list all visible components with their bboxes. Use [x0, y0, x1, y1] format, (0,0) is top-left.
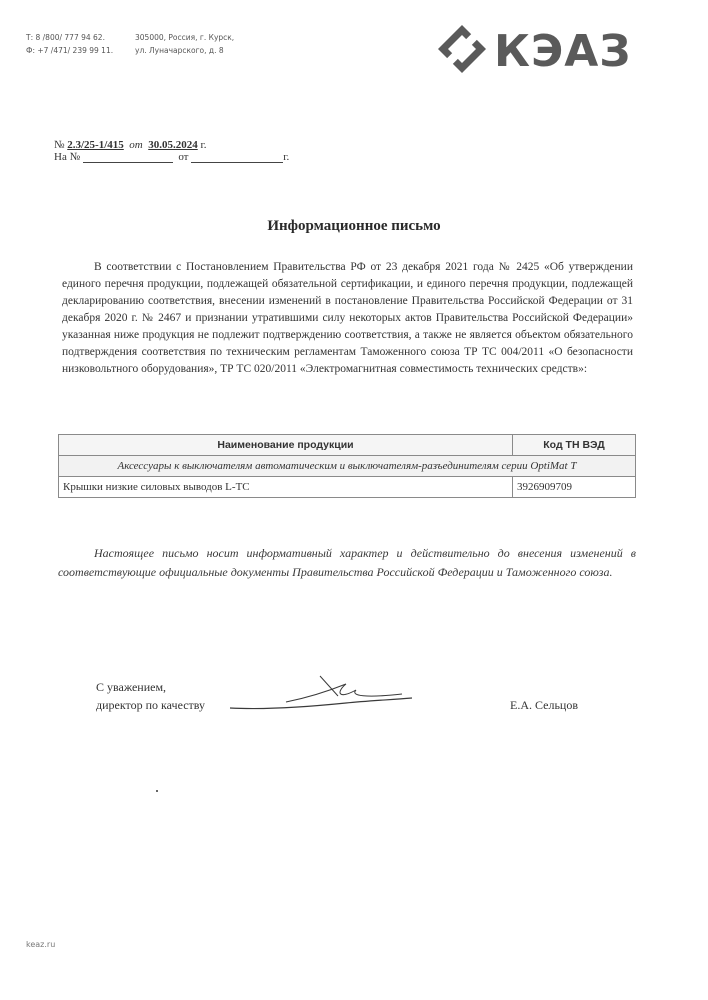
group-label: Аксессуары к выключателям автоматическим и выключателям-разъединителям серии OptiMat T: [59, 456, 636, 477]
handwritten-signature: [226, 670, 416, 718]
reply-number-blank: [83, 151, 173, 163]
table-row: [59, 477, 636, 498]
logo-text: КЭАЗ: [494, 26, 632, 76]
document-title: Информационное письмо: [267, 218, 441, 234]
letter-date: 30.05.2024: [148, 139, 198, 151]
reply-date-blank: [191, 151, 283, 163]
letter-number: 2.3/25-1/415: [67, 139, 124, 151]
contacts-block: [26, 31, 113, 57]
header-product-name: Наименование продукции: [59, 435, 513, 456]
number-prefix: №: [54, 139, 65, 151]
reply-year-suffix: г.: [283, 151, 290, 163]
footer-website: keaz.ru: [26, 940, 56, 949]
table-group-row: [59, 456, 636, 477]
phone: Т: 8 /800/ 777 94 62.: [26, 33, 105, 42]
address-line-2: ул. Луначарского, д. 8: [135, 46, 224, 55]
validity-note: Настоящее письмо носит информативный характер и действительно до внесения изменений в соответствующие официальные документы Правительства Российской Федерации и Таможенного союза.: [58, 546, 636, 579]
reply-number-line: [54, 151, 289, 163]
reply-prefix: На №: [54, 151, 81, 163]
fax: Ф: +7 /471/ 239 99 11.: [26, 46, 114, 55]
year-suffix: г.: [200, 139, 207, 151]
from-label: от: [129, 139, 143, 151]
table-header-row: [59, 435, 636, 456]
closing-regards: С уважением,: [96, 680, 167, 694]
reply-from-label: от: [178, 151, 189, 163]
stray-mark: [156, 790, 158, 792]
product-name: Крышки низкие силовых выводов L-TC: [59, 477, 513, 498]
logo-mark-icon: [438, 25, 486, 73]
product-code: 3926909709: [513, 477, 636, 498]
address-block: [135, 31, 234, 57]
address-line-1: 305000, Россия, г. Курск,: [135, 33, 235, 42]
body-paragraph: В соответствии с Постановлением Правительства РФ от 23 декабря 2021 года № 2425 «Об утверждении единого перечня продукции, подлежащей обязательной сертификации, и единого перечня продукции, подлежащей декларированию соответствия, внесении изменений в постановление Правительства Российской Федерации от 31 декабря 2020 г. № 2467 и признании утратившими силу некоторых актов Правительства Российской Федерации» указанная ниже продукция не подлежит подтверждению соответствия, а также не является объектом обязательного подтверждения соответствия по техническим регламентам Таможенного союза ТР ТС 004/2011 «О безопасности низковольтного оборудования», ТР ТС 020/2011 «Электромагнитная совместимость технических средств»:: [62, 261, 633, 375]
signer-name: Е.А. Сельцов: [510, 698, 579, 712]
company-logo: [434, 22, 664, 76]
signer-position: директор по качеству: [96, 698, 206, 712]
outgoing-number-line: [54, 139, 207, 151]
header-code: Код ТН ВЭД: [513, 435, 636, 456]
products-table: [58, 434, 636, 498]
